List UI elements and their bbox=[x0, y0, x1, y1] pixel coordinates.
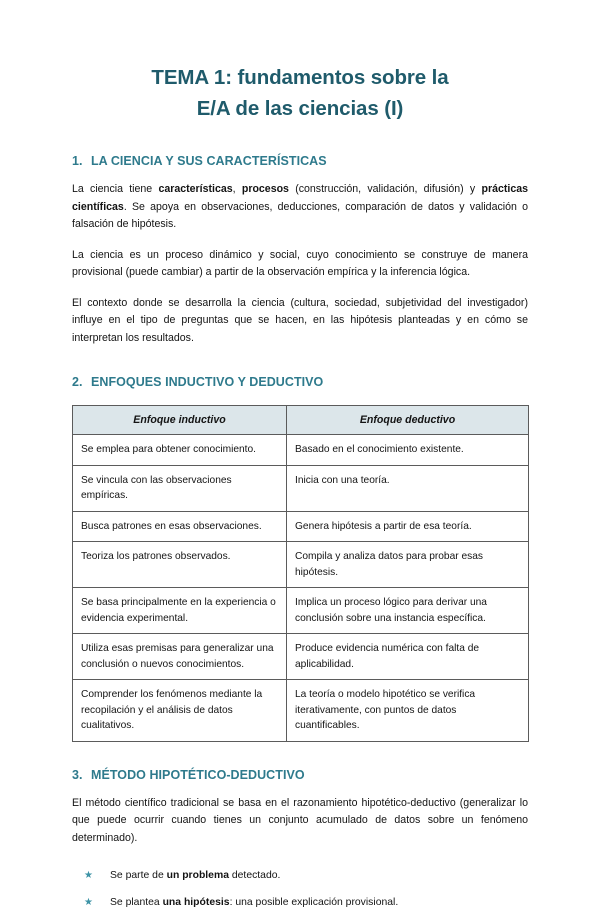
table-cell-deductivo: Genera hipótesis a partir de esa teoría. bbox=[287, 511, 529, 542]
table-header-inductivo: Enfoque inductivo bbox=[73, 406, 287, 435]
paragraph-1-1-text-b: , bbox=[232, 183, 242, 195]
list-item-bold: una hipótesis bbox=[162, 897, 230, 908]
list-item-text bbox=[110, 868, 280, 884]
section-number-2: 2. bbox=[72, 375, 83, 389]
section-number-3: 3. bbox=[72, 767, 83, 782]
section-number-1: 1. bbox=[72, 154, 83, 168]
list-item-text-c: : una posible explicación provisional. bbox=[229, 897, 399, 908]
paragraph-1-1-bold-3: prácticas científicas bbox=[72, 183, 528, 213]
table-row bbox=[73, 465, 529, 511]
table-header-row bbox=[73, 406, 529, 435]
bullet-list bbox=[72, 847, 528, 911]
table-cell-deductivo: Compila y analiza datos para probar esas hipótesis. bbox=[287, 542, 529, 588]
star-icon: ★ bbox=[84, 870, 93, 881]
list-item-text bbox=[110, 895, 398, 911]
paragraph-3-1: El método científico tradicional se basa en el razonamiento hipotético-deductivo (generalizar lo que puede ocurrir cuando tienes un conjunto acumulado de datos sobre un fenómeno determinado). bbox=[72, 796, 528, 844]
list-item-text-a: Se plantea bbox=[110, 897, 163, 908]
enfoques-table bbox=[72, 405, 529, 742]
list-item-text-a: Se parte de bbox=[110, 870, 167, 881]
table-cell-inductivo: Busca patrones en esas observaciones. bbox=[73, 511, 287, 542]
table-row bbox=[73, 511, 529, 542]
paragraph-1-1 bbox=[72, 168, 528, 234]
table-row bbox=[73, 634, 529, 680]
section-label-2: ENFOQUES INDUCTIVO Y DEDUCTIVO bbox=[91, 375, 324, 389]
table-cell-inductivo: Utiliza esas premisas para generalizar una conclusión o nuevos conocimientos. bbox=[73, 634, 287, 680]
paragraph-1-1-bold-1: características bbox=[158, 183, 233, 195]
table-cell-inductivo: Comprender los fenómenos mediante la recopilación y el análisis de datos cualitativos. bbox=[73, 680, 287, 742]
paragraph-1-1-text-d: . Se apoya en observaciones, deducciones, comparación de datos y validación o falsación de hipótesis. bbox=[72, 200, 528, 230]
section-heading-3 bbox=[72, 768, 528, 782]
table-cell-inductivo: Teoriza los patrones observados. bbox=[73, 542, 287, 588]
list-item bbox=[72, 857, 528, 884]
table-row bbox=[73, 542, 529, 588]
table-cell-inductivo: Se basa principalmente en la experiencia o evidencia experimental. bbox=[73, 588, 287, 634]
table-cell-deductivo: Implica un proceso lógico para derivar una conclusión sobre una instancia específica. bbox=[287, 588, 529, 634]
paragraph-1-1-text-a: La ciencia tiene bbox=[72, 183, 159, 195]
table-row bbox=[73, 588, 529, 634]
list-item-text-c: detectado. bbox=[228, 870, 281, 881]
section-label-3: MÉTODO HIPOTÉTICO-DEDUCTIVO bbox=[91, 767, 305, 782]
list-item bbox=[72, 884, 528, 911]
table-cell-deductivo: Basado en el conocimiento existente. bbox=[287, 435, 529, 466]
paragraph-1-1-text-c: (construcción, validación, difusión) y bbox=[288, 183, 482, 195]
table-row bbox=[73, 435, 529, 466]
document-title-line-1: TEMA 1: fundamentos sobre la bbox=[151, 66, 449, 89]
table-cell-deductivo: La teoría o modelo hipotético se verifica iterativamente, con puntos de datos cuantificables. bbox=[287, 680, 529, 742]
paragraph-1-1-bold-2: procesos bbox=[241, 183, 289, 195]
star-icon: ★ bbox=[84, 897, 93, 908]
table-cell-inductivo: Se emplea para obtener conocimiento. bbox=[73, 435, 287, 466]
table-cell-deductivo: Inicia con una teoría. bbox=[287, 465, 529, 511]
paragraph-1-3: El contexto donde se desarrolla la ciencia (cultura, sociedad, subjetividad del investigador) influye en el tipo de preguntas que se hacen, en las hipótesis planteadas y en cómo se interpretan los resultados. bbox=[72, 296, 528, 344]
table-cell-deductivo: Produce evidencia numérica con falta de aplicabilidad. bbox=[287, 634, 529, 680]
table-row bbox=[73, 680, 529, 742]
section-label-1: LA CIENCIA Y SUS CARACTERÍSTICAS bbox=[91, 154, 327, 168]
section-heading-1 bbox=[72, 154, 528, 168]
section-heading-2 bbox=[72, 375, 528, 389]
list-item-bold: un problema bbox=[166, 870, 229, 881]
document-title bbox=[72, 0, 528, 124]
document-title-line-2: E/A de las ciencias (I) bbox=[196, 97, 404, 120]
table-cell-inductivo: Se vincula con las observaciones empíricas. bbox=[73, 465, 287, 511]
paragraph-1-2: La ciencia es un proceso dinámico y social, cuyo conocimiento se construye de manera provisional (puede cambiar) a partir de la observación empírica y la inferencia lógica. bbox=[72, 248, 528, 278]
table-header-deductivo: Enfoque deductivo bbox=[287, 406, 529, 435]
